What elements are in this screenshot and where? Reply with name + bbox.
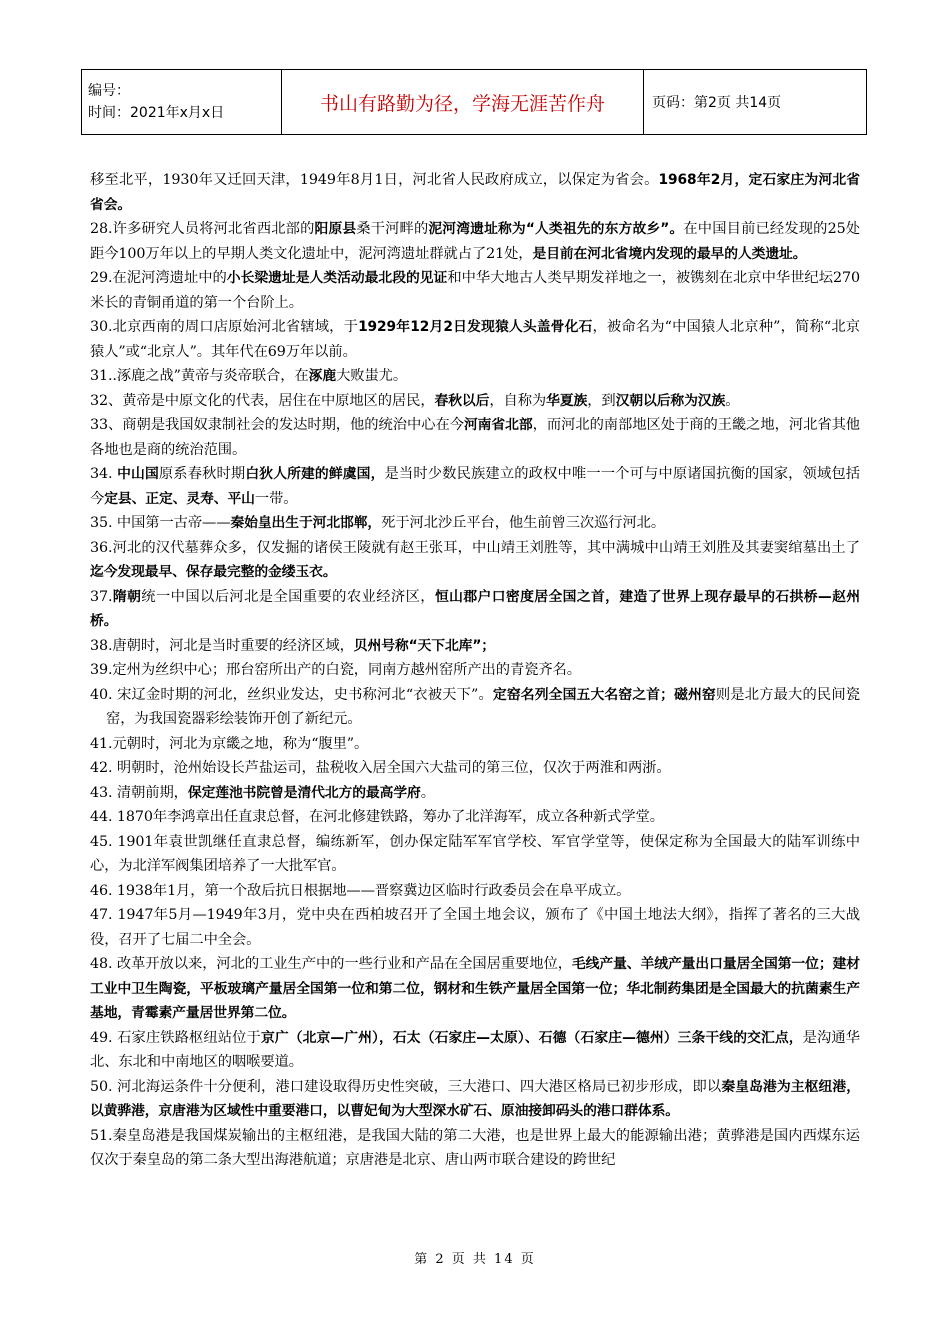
bold-text: 泥河湾遗址称为“人类祖先的东方故乡”。 [428,221,684,237]
bold-text: 1968年2月，定石家庄为河北省省会。 [90,172,860,213]
text-run: 在中国目前已经发现的25处距今100万年以上的早期人类文化遗址中，泥河湾遗址群就占了21处， [90,221,860,262]
paragraph [90,879,860,904]
bold-text: 华夏族 [546,392,588,409]
text-run: ，自称为 [489,392,547,409]
paragraph [90,1026,860,1075]
header-table [81,69,867,135]
text-run: 49. 石家庄铁路枢纽站位于 [90,1029,261,1046]
paragraph [90,413,860,462]
text-run: 。 [725,392,740,409]
bold-text: 河南省北部 [463,417,533,433]
bold-text: 小长梁遗址是人类活动最北段的见证 [226,270,448,286]
text-run: 统一中国以后河北是全国重要的农业经济区， [141,588,435,605]
bold-text: 涿鹿 [308,368,337,384]
text-run: 41.元朝时，河北为京畿之地，称为“腹里”。 [90,735,369,752]
text-run: 50. 河北海运条件十分便利，港口建设取得历史性突破，三大港口、四大港区格局已初步形成，即以 [90,1078,722,1095]
paragraph [90,217,860,266]
text-run: 30.北京西南的周口店原始河北省辖域，于 [90,319,359,335]
text-run: 和中华大地古人类早期发祥地之一，被镌刻在北京中华世纪坛270米长的青铜甬道的第一个台阶上。 [90,270,860,311]
bold-text: 中山国 [117,466,159,482]
paragraph [90,364,860,389]
bold-text: 定窑名列全国五大名窑之首；磁州窑 [492,686,716,703]
text-run: 43. 清朝前期， [90,784,188,801]
text-run: 47. 1947年5月—1949年3月，党中央在西柏坡召开了全国土地会议，颁布了《中国土地法大纲》，指挥了著名的三大战役，召开了七届二中全会。 [90,907,860,948]
text-run: 46. 1938年1月，第一个敌后抗日根据地——晋察冀边区临时行政委员会在阜平成立。 [90,882,631,899]
paragraph [90,658,860,683]
bold-text: 毛线产量、羊绒产量出口量居全国第一位；建材工业中卫生陶瓷，平板玻璃产量居全国第一位和第二位，钢材和生铁产量居全国第一位；华北制药集团是全国最大的抗菌素生产基地，青霉素产量居世界第二位。 [90,956,860,1021]
bold-text: 汉朝以后称为汉族 [615,392,726,409]
text-run: ，而河北的南部地区处于商的王畿之地，河北省其他各地也是商的统治范围。 [90,417,861,458]
paragraph [90,389,860,414]
text-run: 大败蚩尤。 [336,368,408,384]
paragraph [90,511,860,536]
bold-text: 秦皇岛港为主枢纽港，以黄骅港，京唐港为区域性中重要港口，以曹妃甸为大型深水矿石、原油接卸码头的港口群体系。 [90,1078,860,1119]
text-run: 44. 1870年李鸿章出任直隶总督，在河北修建铁路，筹办了北洋海军，成立各种新式学堂。 [90,809,664,825]
bold-text: 1929年12月2日发现猿人头盖骨化石 [358,319,593,335]
bold-text: 秦始皇出生于河北邯郸， [230,515,382,531]
page-footer: 第 2 页 共 14 页 [414,1252,536,1267]
text-run: 是当时少数民族建立的政权中唯一一个可与中原诸国抗衡的国家，领域包括今 [90,466,860,507]
text-run: 29.在泥河湾遗址中的 [90,270,227,286]
header-meta-cell [82,70,282,134]
bold-text: 迄今发现最早、保存最完整的金缕玉衣。 [90,564,337,580]
text-run: 51.秦皇岛港是我国煤炭输出的主枢纽港，是我国大陆的第二大港，也是世界上最大的能源输出港；黄骅港是国内西煤东运仅次于秦皇岛的第二条大型出海港航道；京唐港是北京、唐山两市联合建设的跨世纪 [90,1127,860,1168]
text-run: 35. 中国第一古帝—— [90,515,231,531]
bold-text: 定县、正定、灵寿、平山 [104,490,255,507]
paragraph [90,756,860,781]
bold-text: 白狄人所建的鲜虞国， [245,466,385,482]
text-run: 则是北方最大的民间瓷窑，为我国瓷器彩绘装饰开创了新纪元。 [106,686,860,727]
paragraph [90,952,860,1026]
paragraph [90,266,860,315]
paragraph [90,1075,860,1124]
paragraph [90,1124,860,1173]
text-run: 28.许多研究人员将河北省西北部的 [90,221,315,237]
header-page-number: 页码：第2页 共14页 [652,95,782,111]
bold-text: 隋朝 [112,588,142,605]
bold-text: 贝州号称“天下北库”； [353,637,496,654]
header-motto: 书山有路勤为径，学海无涯苦作舟 [282,70,644,134]
document-number: 编号： [88,83,130,99]
paragraph [90,683,860,732]
text-run: 一带。 [254,490,298,507]
text-run: ，到 [587,392,616,409]
text-run: 32、黄帝是中原文化的代表，居住在中原地区的居民， [90,392,435,409]
paragraph [90,805,860,830]
text-run: 是沟通华北、东北和中南地区的咽喉要道。 [90,1029,860,1070]
bold-text: 春秋以后 [434,392,490,409]
document-time: 时间：2021年x月x日 [88,105,225,121]
bold-text: 保定莲池书院曾是清代北方的最高学府 [187,784,421,801]
text-run: 34. [90,466,118,482]
paragraph [90,634,860,659]
text-run: 36.河北的汉代墓葬众多，仅发掘的诸侯王陵就有赵王张耳，中山靖王刘胜等，其中满城中山靖王刘胜及其妻窦绾墓出土了 [90,539,860,556]
text-run: 。 [420,784,435,801]
paragraph [90,462,860,511]
text-run: 31..涿鹿之战”黄帝与炎帝联合，在 [90,368,309,384]
document-body [90,168,860,1173]
bold-text: 阳原县 [314,221,357,237]
text-run: 45. 1901年袁世凯继任直隶总督，编练新军，创办保定陆军军官学校、军官学堂等，使保定称为全国最大的陆军训练中心，为北洋军阀集团培养了一大批军官。 [90,833,860,874]
text-run: 移至北平，1930年又迁回天津，1949年8月1日，河北省人民政府成立，以保定为省会。 [90,172,659,188]
paragraph [90,781,860,806]
paragraph [90,903,860,952]
paragraph [90,168,860,217]
bold-text: 是目前在河北省境内发现的最早的人类遗址。 [532,245,807,262]
text-run: 38.唐朝时，河北是当时重要的经济区域， [90,637,354,654]
paragraph [90,315,860,364]
text-run: 桑干河畔的 [356,221,429,237]
text-run: 39.定州为丝织中心；邢台窑所出产的白瓷，同南方越州窑所产出的青瓷齐名。 [90,662,581,678]
paragraph [90,585,860,634]
bold-text: 恒山郡户口密度居全国之首，建造了世界上现存最早的石拱桥—赵州桥。 [90,588,860,629]
text-run: 33、商朝是我国奴隶制社会的发达时期，他的统治中心在今 [90,417,464,433]
text-run: 死于河北沙丘平台，他生前曾三次巡行河北。 [381,515,666,531]
text-run: 48. 改革开放以来，河北的工业生产中的一些行业和产品在全国居重要地位， [90,956,572,972]
text-run: 40. 宋辽金时期的河北，丝织业发达，史书称河北“衣被天下”。 [90,686,493,703]
paragraph [90,732,860,757]
paragraph [90,830,860,879]
paragraph [90,536,860,585]
text-run: 42. 明朝时，沧州始设长芦盐运司，盐税收入居全国六大盐司的第三位，仅次于两淮和两浙。 [90,760,671,776]
text-run: ，被命名为“中国猿人北京种”，简称“北京猿人”或“北京人”。其年代在69万年以前。 [90,319,860,360]
text-run: 37. [90,588,113,605]
bold-text: 京广（北京—广州），石太（石家庄—太原）、石德（石家庄—德州）三条干线的交汇点， [260,1029,803,1046]
text-run: 原系春秋时期 [158,466,246,482]
